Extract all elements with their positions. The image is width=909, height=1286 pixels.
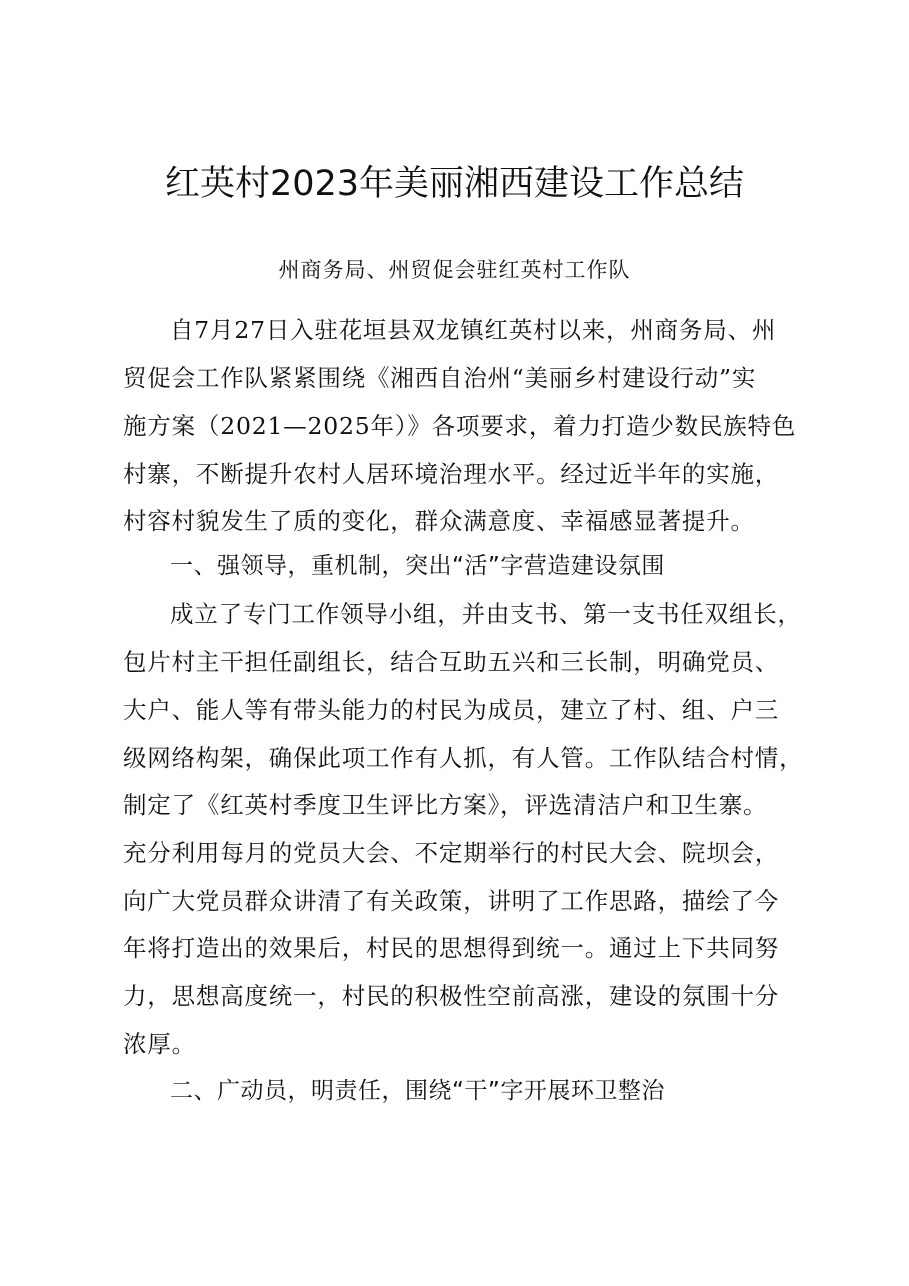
text-line: 贸促会工作队紧紧围绕《湘西自治州“美丽乡村建设行动”实 <box>123 364 757 392</box>
text-line: 大户、能人等有带头能力的村民为成员，建立了村、组、户三 <box>123 696 780 724</box>
section-heading-1: 一、强领导，重机制，突出“活”字营造建设氛围 <box>170 553 665 579</box>
text-line: 施方案（2021—2025年）》各项要求，着力打造少数民族特色 <box>123 412 797 440</box>
text-line: 自7月27日入驻花垣县双龙镇红英村以来，州商务局、州 <box>170 316 777 344</box>
section-heading-2: 二、广动员，明责任，围绕“干”字开展环卫整治 <box>170 1078 665 1104</box>
document-title: 红英村2023年美丽湘西建设工作总结 <box>164 164 745 204</box>
text-line: 力，思想高度统一，村民的积极性空前高涨，建设的氛围十分 <box>123 982 780 1010</box>
text-line: 包片村主干担任副组长，结合互助五兴和三长制，明确党员、 <box>123 648 780 676</box>
text-line: 级网络构架，确保此项工作有人抓，有人管。工作队结合村情， <box>123 744 804 772</box>
text-line: 浓厚。 <box>123 1030 196 1058</box>
text-line: 制定了《红英村季度卫生评比方案》，评选清洁户和卫生寨。 <box>123 791 768 819</box>
text-line: 村容村貌发生了质的变化，群众满意度、幸福感显著提升。 <box>123 507 755 535</box>
text-line: 充分利用每月的党员大会、不定期举行的村民大会、院坝会， <box>123 839 780 867</box>
text-line: 年将打造出的效果后，村民的思想得到统一。通过上下共同努 <box>123 934 780 962</box>
text-line: 向广大党员群众讲清了有关政策，讲明了工作思路，描绘了今 <box>123 887 780 915</box>
text-line: 成立了专门工作领导小组，并由支书、第一支书任双组长， <box>170 600 802 628</box>
document-subtitle: 州商务局、州贸促会驻红英村工作队 <box>278 258 631 282</box>
text-line: 村寨，不断提升农村人居环境治理水平。经过近半年的实施， <box>123 460 780 488</box>
